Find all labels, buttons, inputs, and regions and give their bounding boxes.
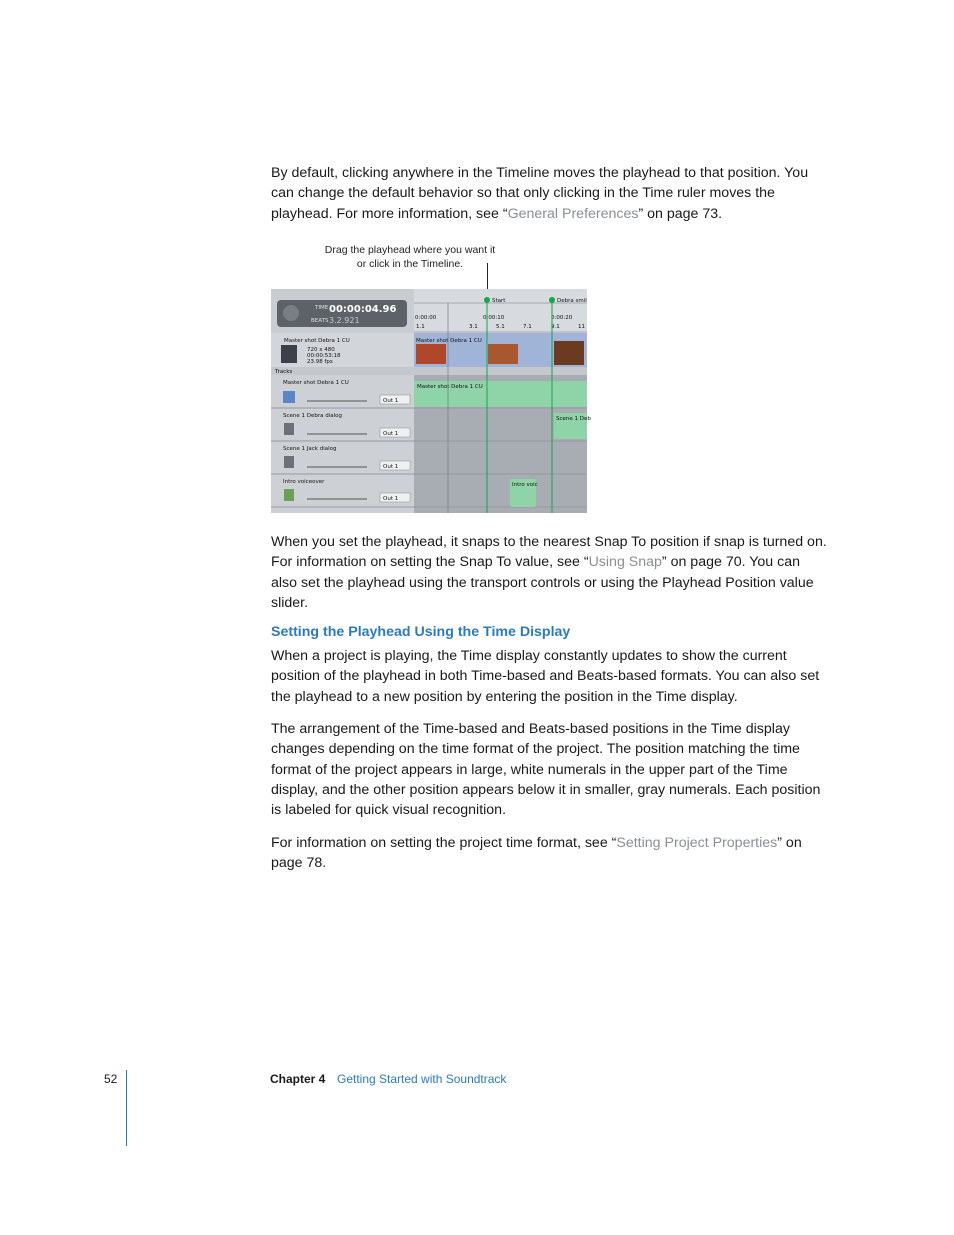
marker-debra: Debra smil bbox=[557, 298, 587, 304]
video-name: Master shot Debra 1 CU bbox=[284, 338, 350, 344]
timeline-screenshot bbox=[271, 289, 591, 513]
intro-paragraph: By default, clicking anywhere in the Timeline moves the playhead to that position. You can change the default behavior so that only clicking in the Time ruler moves the playhead. For more information, see “General Preferences” on page 73. bbox=[271, 165, 809, 222]
tracks-header: Tracks bbox=[275, 369, 293, 375]
arrangement-paragraph: The arrangement of the Time-based and Beats-based positions in the Time display changes depending on the time format of the project. The position matching the time format of the project appears in large, white numerals in the upper part of the Time display, and the other position appears below it in smaller, gray numerals. Each position is labeled for quick visual recognition. bbox=[271, 721, 821, 819]
beats-value: 3.2.921 bbox=[329, 316, 360, 325]
track-1-output: Out 1 bbox=[383, 398, 399, 404]
footer-rule bbox=[126, 1070, 127, 1146]
video-info-0: 720 x 480 bbox=[307, 347, 335, 353]
ruler-time-0: 0:00:00 bbox=[415, 315, 437, 321]
ruler-beat-0: 1.1 bbox=[416, 324, 425, 330]
track-1-name: Master shot Debra 1 CU bbox=[283, 380, 349, 386]
video-clip-label: Master shot Debra 1 CU bbox=[416, 338, 482, 344]
voiceover-icon bbox=[284, 489, 294, 501]
start-marker-icon bbox=[484, 297, 490, 303]
track-4-name: Intro voiceover bbox=[283, 479, 325, 485]
video-thumb-2 bbox=[488, 344, 518, 364]
project-format-paragraph: For information on setting the project time format, see “Setting Project Properties” on page 78. bbox=[271, 835, 802, 872]
ruler-beat-3: 7.1 bbox=[523, 324, 532, 330]
ruler-beat-4: 9.1 bbox=[551, 324, 560, 330]
track-3-output: Out 1 bbox=[383, 464, 399, 470]
snap-paragraph: When you set the playhead, it snaps to the nearest Snap To position if snap is turned on. For information on setting the Snap To value, see “Using Snap” on page 70. You can also set the playhead using the transport controls or using the Playhead Position value slider. bbox=[271, 534, 827, 611]
page-number: 52 bbox=[104, 1072, 118, 1086]
time-value: 00:00:04.96 bbox=[329, 304, 397, 315]
general-preferences-link[interactable]: General Preferences bbox=[507, 205, 639, 222]
video-thumb-1 bbox=[416, 344, 446, 364]
ruler-time-2: 0:00:20 bbox=[551, 315, 573, 321]
video-info-1: 00:00:53:18 bbox=[307, 353, 341, 359]
track-2-name: Scene 1 Debra dialog bbox=[283, 413, 343, 419]
track-4-clip-label: Intro voic bbox=[512, 482, 538, 488]
track-3-name: Scene 1 Jack dialog bbox=[283, 446, 337, 452]
track-2-output: Out 1 bbox=[383, 431, 399, 437]
figure-callout: Drag the playhead where you want it or click in the Timeline. bbox=[324, 244, 496, 270]
ruler-beat-5: 11 bbox=[578, 324, 585, 330]
debra-marker-icon bbox=[549, 297, 555, 303]
ruler-time-1: 0:00:10 bbox=[483, 315, 505, 321]
timeline-illustration bbox=[271, 289, 591, 513]
setting-project-properties-link[interactable]: Setting Project Properties bbox=[616, 835, 778, 851]
track-2-clip-label: Scene 1 Deb bbox=[556, 416, 591, 422]
marker-start: Start bbox=[492, 298, 506, 304]
time-display-paragraph: When a project is playing, the Time display constantly updates to show the current position of the playhead in both Time-based and Beats-based formats. You can also set the playhead to a new position by entering the position in the Time display. bbox=[271, 648, 820, 705]
ruler-beat-2: 5.1 bbox=[496, 324, 505, 330]
track-1-clip-label: Master shot Debra 1 CU bbox=[417, 384, 483, 390]
speaker-icon-2 bbox=[284, 456, 294, 468]
beats-label: BEATS bbox=[311, 318, 329, 324]
speaker-icon bbox=[284, 423, 294, 435]
time-label: TIME bbox=[315, 305, 329, 311]
video-info-2: 23.98 fps bbox=[307, 359, 333, 365]
film-icon bbox=[281, 345, 297, 363]
ruler-beat-1: 3.1 bbox=[469, 324, 478, 330]
track-4-output: Out 1 bbox=[383, 496, 399, 502]
footer-chapter: Chapter 4 bbox=[270, 1072, 326, 1086]
audio-file-icon bbox=[283, 391, 295, 403]
using-snap-link[interactable]: Using Snap bbox=[588, 554, 662, 571]
section-heading: Setting the Playhead Using the Time Display bbox=[271, 624, 571, 640]
footer-chapter-title: Getting Started with Soundtrack bbox=[337, 1072, 507, 1086]
video-thumb-3 bbox=[554, 341, 584, 365]
